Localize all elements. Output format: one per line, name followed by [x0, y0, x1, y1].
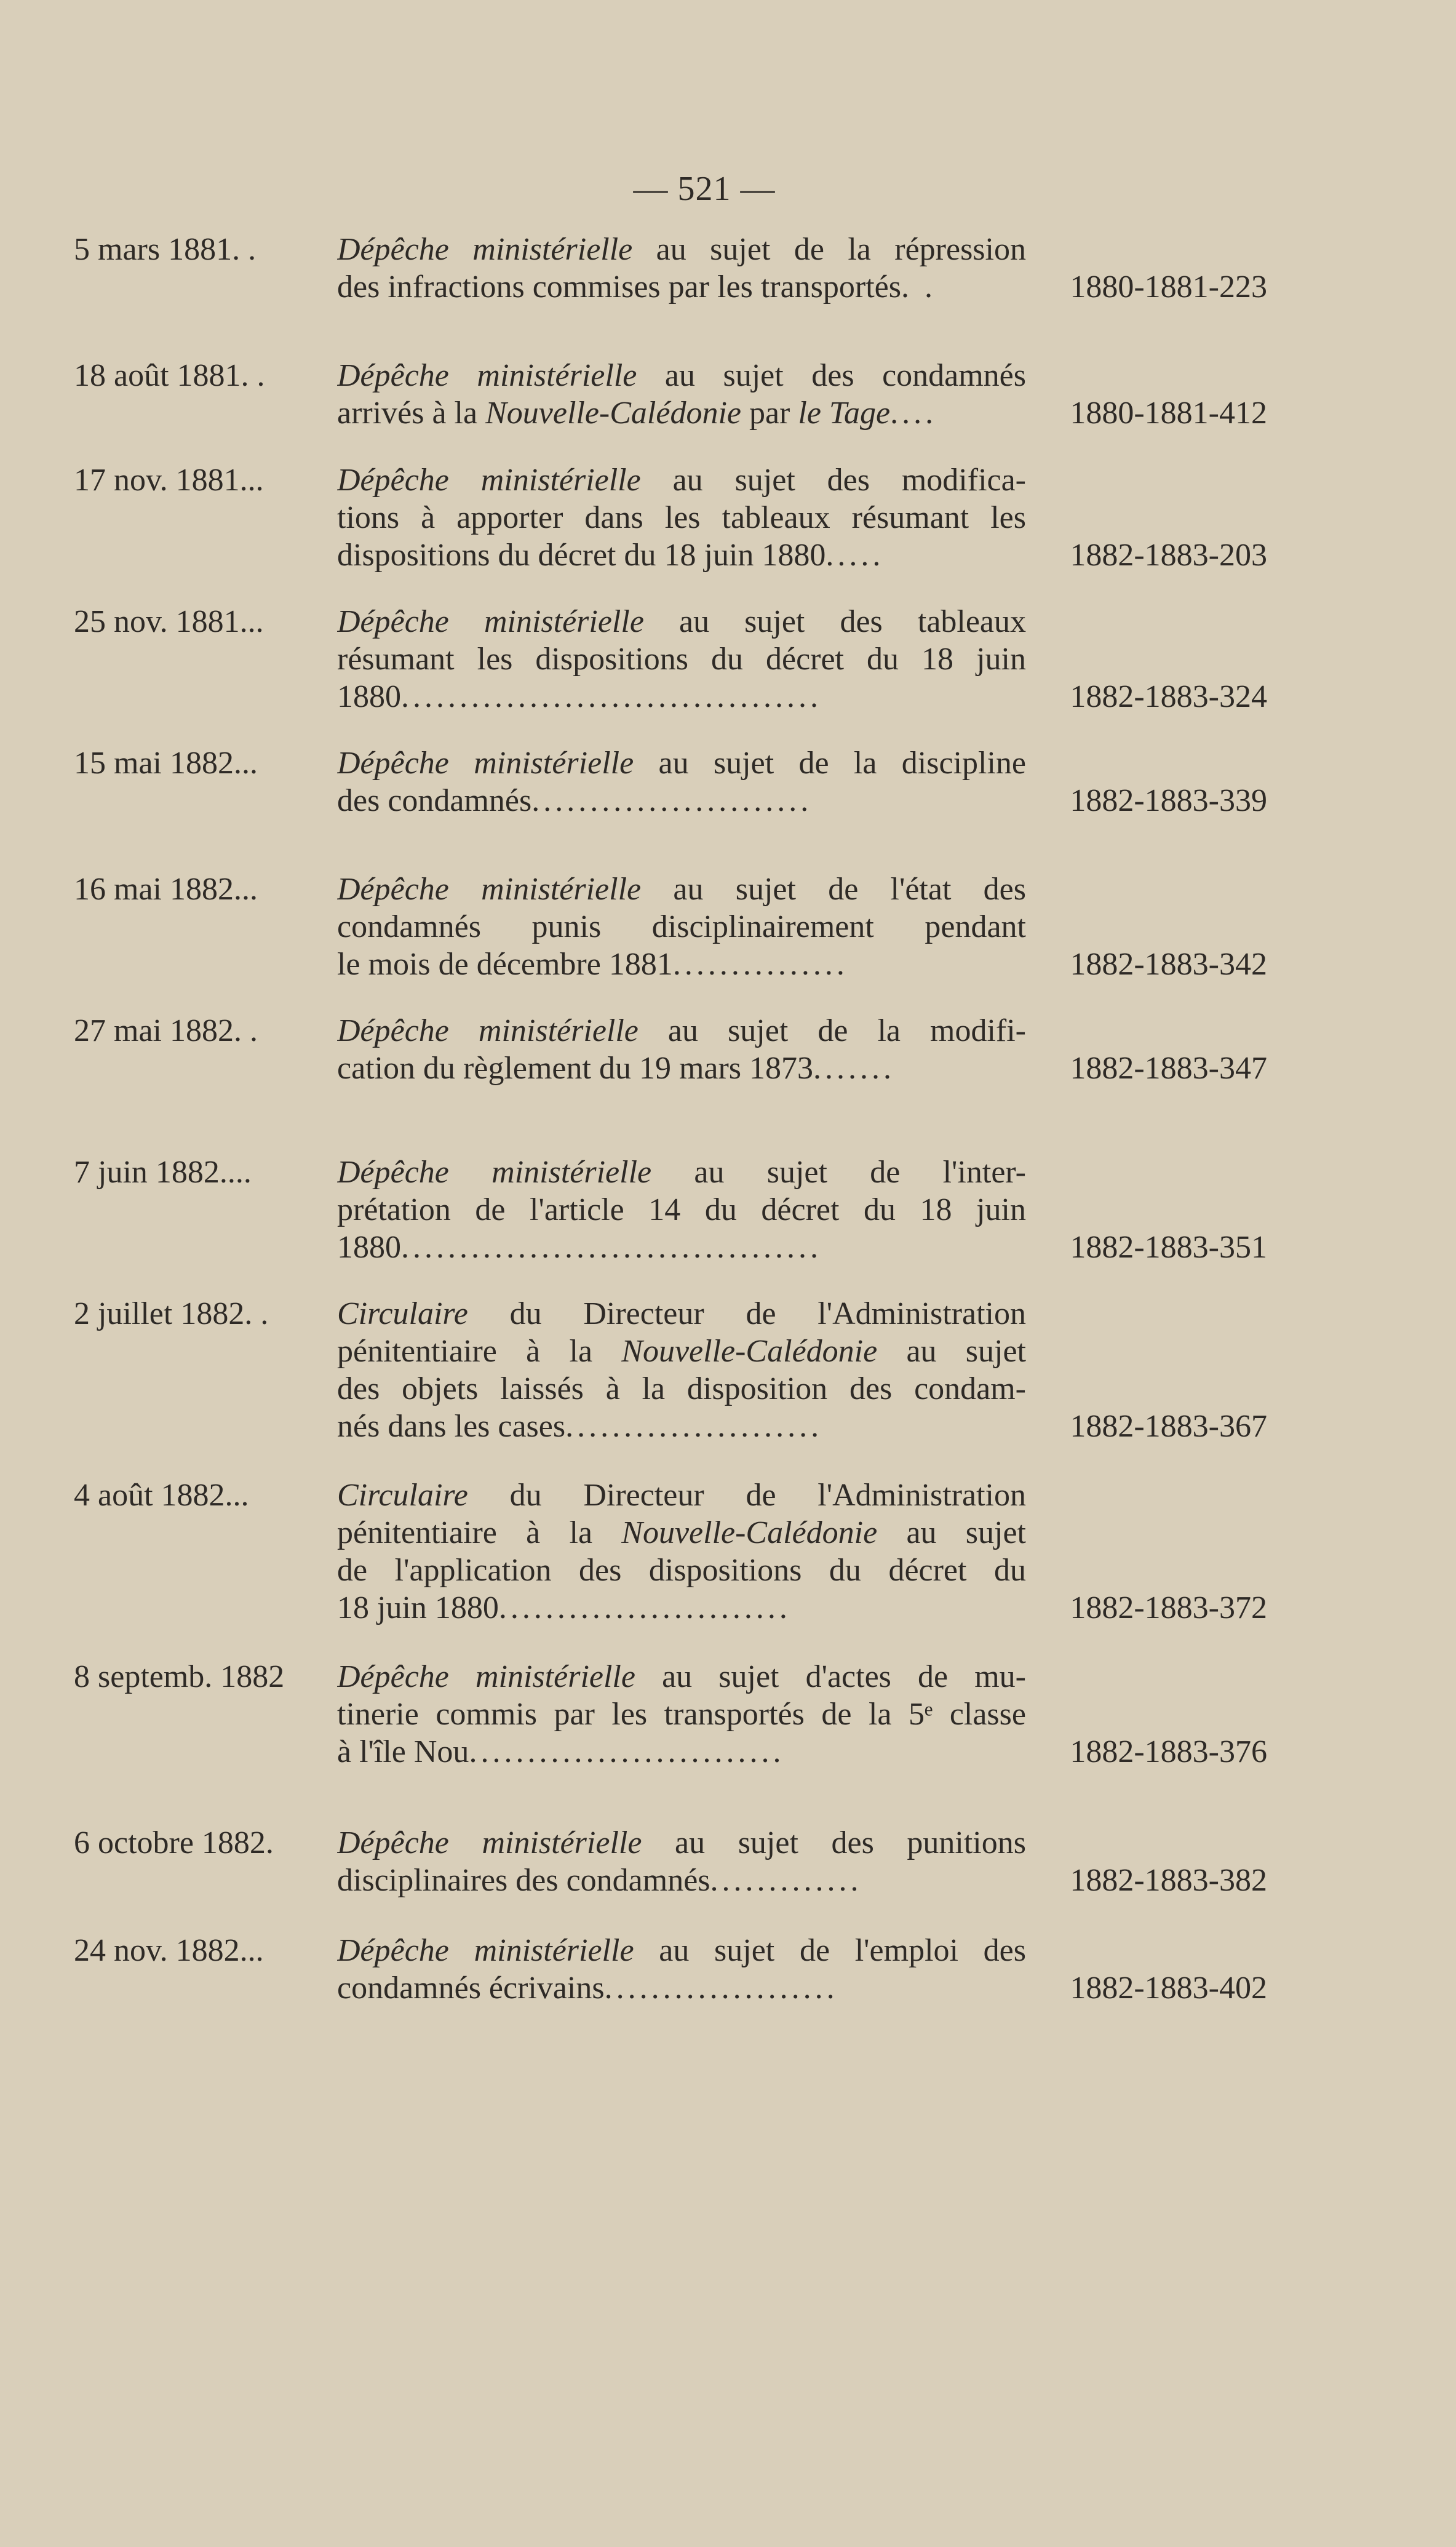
- roman-text: disciplinaires des condamnés: [337, 1863, 710, 1898]
- entry-reference: 1882-1883-351: [1070, 1230, 1267, 1265]
- roman-text: au sujet de l'inter-: [651, 1155, 1026, 1190]
- entry-description-line: [337, 357, 1026, 394]
- entry-description-line: [337, 231, 1026, 268]
- entry-description: [337, 231, 1026, 306]
- description-text: [337, 394, 890, 432]
- entry-date: 25 nov. 1881...: [74, 604, 264, 639]
- entry-description-line: [337, 1191, 1026, 1229]
- entry-description: [337, 461, 1026, 574]
- dot-leader: ...............: [672, 947, 848, 982]
- italic-title: Dépêche ministérielle: [337, 1155, 652, 1190]
- description-text: [337, 1296, 1026, 1331]
- roman-text: dispositions du décret du 18 juin 1880: [337, 538, 826, 573]
- italic-title: le Tage: [798, 396, 891, 431]
- roman-text: 18 juin 1880: [337, 1590, 499, 1625]
- description-text: [337, 1933, 1026, 1968]
- entry-date: 7 juin 1882....: [74, 1155, 252, 1190]
- description-text: [337, 1478, 1026, 1513]
- entry-reference: 1882-1883-382: [1070, 1863, 1267, 1898]
- description-text: [337, 1553, 1026, 1588]
- entry-date: 2 juillet 1882. .: [74, 1296, 269, 1331]
- roman-text: prétation de l'article 14 du décret du 18 juin: [337, 1192, 1026, 1227]
- entry-date: 16 mai 1882...: [74, 872, 258, 907]
- description-text: [337, 358, 1026, 393]
- description-text: [337, 536, 825, 574]
- page-number: — 521 —: [633, 170, 776, 208]
- entry-description: [337, 603, 1026, 715]
- entry-reference: 1882-1883-347: [1070, 1051, 1267, 1086]
- description-text: [337, 1408, 565, 1445]
- entry-description: [337, 871, 1026, 983]
- description-text: [337, 1192, 1026, 1227]
- entry-date: 17 nov. 1881...: [74, 463, 264, 498]
- entry-description-line: [337, 1589, 1026, 1627]
- description-text: [337, 1371, 1026, 1406]
- description-text: [337, 1697, 1026, 1732]
- entry-description-line: [337, 1154, 1026, 1191]
- roman-text: au sujet des tableaux: [643, 604, 1026, 639]
- roman-text: du Directeur de l'Administration: [467, 1296, 1026, 1331]
- entry-reference: 1882-1883-339: [1070, 783, 1267, 818]
- entry-date: 15 mai 1882...: [74, 746, 258, 781]
- entry-description: [337, 357, 1026, 432]
- roman-text: des infractions commises par les transportés: [337, 269, 901, 305]
- entry-description-line: [337, 499, 1026, 536]
- roman-text: 1880: [337, 1230, 401, 1265]
- entry-description: [337, 1477, 1026, 1627]
- entry-date: 4 août 1882...: [74, 1478, 249, 1513]
- dot-leader: .............: [710, 1863, 862, 1898]
- description-text: [337, 1515, 1026, 1550]
- entry-reference: 1882-1883-376: [1070, 1734, 1267, 1769]
- roman-text: au sujet: [877, 1515, 1026, 1550]
- description-text: [337, 782, 531, 819]
- italic-title: Dépêche ministérielle: [337, 232, 633, 267]
- roman-text: le mois de décembre 1881: [337, 947, 673, 982]
- italic-title: Circulaire: [337, 1296, 468, 1331]
- roman-text: condamnés punis disciplinairement pendant: [337, 909, 1026, 944]
- entry-description: [337, 744, 1026, 819]
- roman-text: au sujet: [877, 1334, 1026, 1369]
- roman-text: nés dans les cases: [337, 1409, 566, 1444]
- roman-text: par: [741, 396, 798, 431]
- description-text: [337, 1155, 1026, 1190]
- description-text: [337, 500, 1026, 535]
- roman-text: au sujet des punitions: [642, 1825, 1026, 1860]
- entry-description-line: [337, 1552, 1026, 1589]
- entry-description-line: [337, 678, 1026, 715]
- italic-title: Dépêche ministérielle: [337, 872, 642, 907]
- entry-date: 6 octobre 1882.: [74, 1825, 274, 1860]
- italic-title: Nouvelle-Calédonie: [621, 1334, 878, 1369]
- description-text: [337, 1334, 1026, 1369]
- description-text: [337, 463, 1026, 498]
- roman-text: au sujet des condamnés: [637, 358, 1026, 393]
- roman-text: tinerie commis par les transportés de la 5ᵉ classe: [337, 1697, 1026, 1732]
- italic-title: Nouvelle-Calédonie: [621, 1515, 878, 1550]
- roman-text: de l'application des dispositions du décret du: [337, 1553, 1026, 1588]
- entry-description: [337, 1012, 1026, 1087]
- description-text: [337, 232, 1026, 267]
- description-text: [337, 1659, 1026, 1694]
- roman-text: des condamnés: [337, 783, 532, 818]
- entry-date: 24 nov. 1882...: [74, 1933, 264, 1968]
- entry-reference: 1882-1883-402: [1070, 1971, 1267, 2006]
- entry-reference: 1880-1881-412: [1070, 396, 1267, 431]
- description-text: [337, 1229, 401, 1266]
- roman-text: au sujet de l'emploi des: [634, 1933, 1026, 1968]
- description-text: [337, 604, 1026, 639]
- roman-text: résumant les dispositions du décret du 18 juin: [337, 642, 1026, 677]
- entry-description-line: [337, 1295, 1026, 1333]
- dot-leader: ....................................: [401, 679, 822, 714]
- dot-leader: .....: [825, 538, 885, 573]
- entry-description-line: [337, 1408, 1026, 1445]
- entry-description-line: [337, 1658, 1026, 1696]
- roman-text: condamnés écrivains: [337, 1971, 605, 2006]
- roman-text: du Directeur de l'Administration: [467, 1478, 1026, 1513]
- entry-reference: 1880-1881-223: [1070, 269, 1267, 305]
- description-text: [337, 909, 1026, 944]
- entry-description-line: [337, 1050, 1026, 1087]
- entry-description-line: [337, 394, 1026, 432]
- description-text: [337, 1825, 1026, 1860]
- italic-title: Dépêche ministérielle: [337, 358, 637, 393]
- roman-text: au sujet de l'état des: [641, 872, 1026, 907]
- entry-reference: 1882-1883-342: [1070, 947, 1267, 982]
- entry-date: 5 mars 1881. .: [74, 232, 257, 267]
- roman-text: au sujet de la répression: [632, 232, 1026, 267]
- entry-description-line: [337, 1696, 1026, 1733]
- entry-description: [337, 1824, 1026, 1899]
- entry-description-line: [337, 536, 1026, 574]
- description-text: [337, 1862, 710, 1899]
- entry-date: 27 mai 1882. .: [74, 1013, 258, 1048]
- entry-description: [337, 1658, 1026, 1771]
- italic-title: Dépêche ministérielle: [337, 1933, 634, 1968]
- dot-leader: ......................: [565, 1409, 823, 1444]
- roman-text: au sujet des modifica-: [640, 463, 1026, 498]
- italic-title: Dépêche ministérielle: [337, 1013, 638, 1048]
- roman-text: cation du règlement du 19 mars 1873: [337, 1051, 814, 1086]
- description-text: [337, 1013, 1026, 1048]
- entry-date: 18 août 1881. .: [74, 358, 265, 393]
- entry-description-line: [337, 1969, 1026, 2007]
- roman-text: au sujet d'actes de mu-: [635, 1659, 1026, 1694]
- roman-text: pénitentiaire à la: [337, 1334, 622, 1369]
- entry-description-line: [337, 871, 1026, 908]
- roman-text: tions à apporter dans les tableaux résumant les: [337, 500, 1026, 535]
- entry-description-line: [337, 603, 1026, 640]
- italic-title: Dépêche ministérielle: [337, 1825, 642, 1860]
- dot-leader: . .: [901, 269, 936, 305]
- description-text: [337, 1589, 499, 1627]
- entry-description-line: [337, 946, 1026, 983]
- entry-reference: 1882-1883-372: [1070, 1590, 1267, 1625]
- italic-title: Dépêche ministérielle: [337, 463, 641, 498]
- roman-text: des objets laissés à la disposition des condam-: [337, 1371, 1026, 1406]
- entry-description: [337, 1154, 1026, 1266]
- description-text: [337, 946, 673, 983]
- description-text: [337, 872, 1026, 907]
- dot-leader: ...........................: [469, 1734, 785, 1769]
- entry-date: 8 septemb. 1882: [74, 1659, 285, 1694]
- entry-description-line: [337, 1733, 1026, 1771]
- entry-description-line: [337, 1012, 1026, 1050]
- description-text: [337, 1050, 813, 1087]
- roman-text: au sujet de la modifi-: [638, 1013, 1026, 1048]
- entry-description-line: [337, 268, 1026, 306]
- entry-description: [337, 1295, 1026, 1445]
- entry-description-line: [337, 1862, 1026, 1899]
- entry-description: [337, 1932, 1026, 2007]
- entry-description-line: [337, 1824, 1026, 1862]
- description-text: [337, 1733, 469, 1771]
- dot-leader: .......: [813, 1051, 896, 1086]
- dot-leader: ....: [890, 396, 937, 431]
- roman-text: au sujet de la discipline: [634, 746, 1026, 781]
- description-text: [337, 746, 1026, 781]
- entry-reference: 1882-1883-324: [1070, 679, 1267, 714]
- dot-leader: ....................................: [401, 1230, 822, 1265]
- roman-text: pénitentiaire à la: [337, 1515, 622, 1550]
- entry-description-line: [337, 1229, 1026, 1266]
- dot-leader: ....................: [604, 1971, 838, 2006]
- entry-description-line: [337, 1932, 1026, 1969]
- entry-description-line: [337, 640, 1026, 678]
- italic-title: Nouvelle-Calédonie: [485, 396, 741, 431]
- entry-description-line: [337, 1333, 1026, 1370]
- entry-description-line: [337, 908, 1026, 946]
- entry-description-line: [337, 744, 1026, 782]
- italic-title: Dépêche ministérielle: [337, 746, 634, 781]
- italic-title: Circulaire: [337, 1478, 468, 1513]
- entry-description-line: [337, 1370, 1026, 1408]
- description-text: [337, 642, 1026, 677]
- description-text: [337, 678, 401, 715]
- roman-text: 1880: [337, 679, 401, 714]
- description-text: [337, 268, 901, 306]
- entry-description-line: [337, 1477, 1026, 1514]
- entry-reference: 1882-1883-367: [1070, 1409, 1267, 1444]
- dot-leader: ........................: [531, 783, 813, 818]
- entry-reference: 1882-1883-203: [1070, 538, 1267, 573]
- roman-text: à l'île Nou: [337, 1734, 469, 1769]
- entry-description-line: [337, 461, 1026, 499]
- dot-leader: .........................: [498, 1590, 791, 1625]
- entry-description-line: [337, 782, 1026, 819]
- entry-description-line: [337, 1514, 1026, 1552]
- italic-title: Dépêche ministérielle: [337, 1659, 635, 1694]
- italic-title: Dépêche ministérielle: [337, 604, 644, 639]
- roman-text: arrivés à la: [337, 396, 486, 431]
- description-text: [337, 1969, 605, 2007]
